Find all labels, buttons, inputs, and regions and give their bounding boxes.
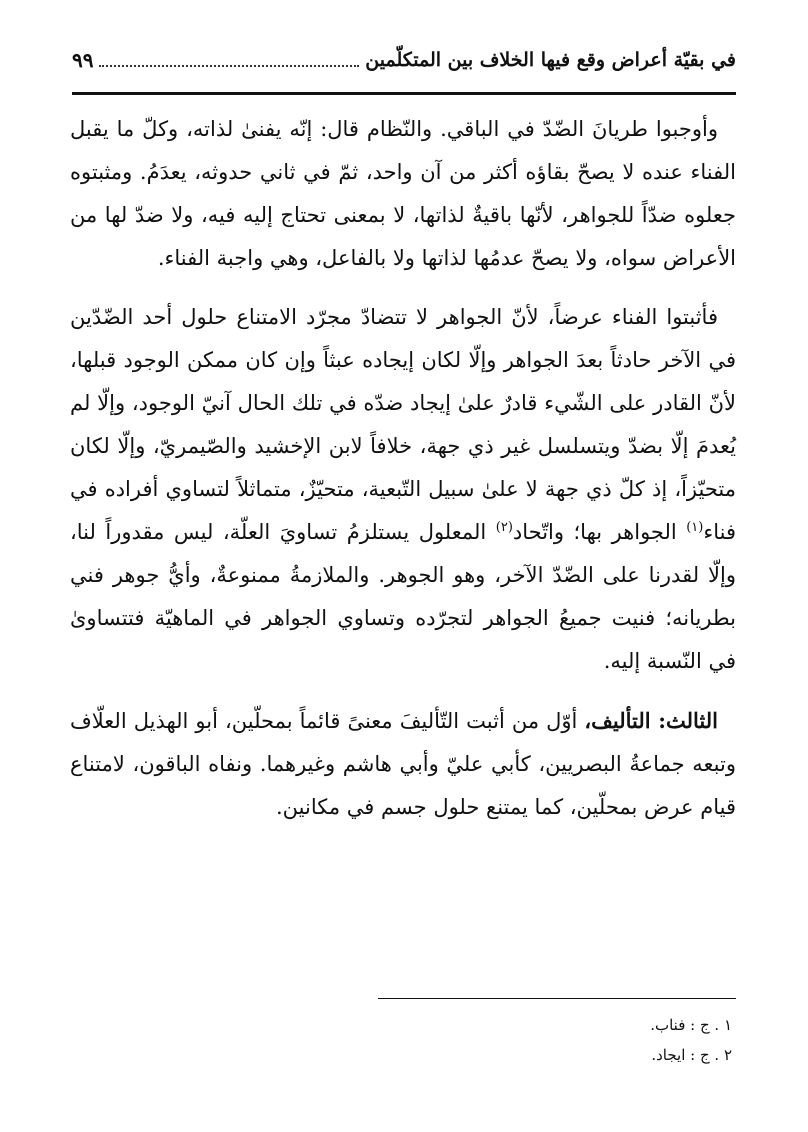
paragraph-2-part-a: فأثبتوا الفناء عرضاً، لأنّ الجواهر لا تتضادّ مجرّد الامتناع حلول أحد الضّدّين في الآخر حادثاً بعدَ الجواهر وإلّا لكان إيجاده عبثاً وإن كان ممكن الوجود قبلها، لأنّ القادر على الشّيء قادرٌ علىٰ إيجاد ضدّه في تلك الحال آنيّ الوجود، وإلّا لم يُعدمَ إلّا بضدّ ويتسلسل غير ذي جهة، خلافاً لابن الإخشيد والصّيمريّ، وإلّا لكان متحيّزاً، إذ كلّ ذي جهة لا علىٰ سبيل التّبعية، متحيّزٌ، متماثلاً لتساوي أفراده في فناء — [70, 305, 736, 544]
header-title: في بقيّة أعراض وقع فيها الخلاف بين المتكلّمين — [365, 49, 736, 71]
header-leader-dots — [99, 65, 359, 67]
running-header — [72, 40, 736, 80]
footnote-rule — [378, 998, 736, 999]
paragraph-2-part-b: الجواهر بها؛ واتّحاد — [512, 520, 687, 544]
header-rule — [72, 92, 736, 95]
paragraph-3 — [70, 699, 736, 829]
footnote-ref-2: (٢) — [495, 520, 513, 535]
footnote-2: ٢ . ج : ايجاد. — [651, 1046, 732, 1064]
main-text — [70, 108, 736, 829]
footnotes — [72, 1010, 732, 1070]
footnote-ref-1: (١) — [686, 520, 704, 535]
paragraph-2-part-c: المعلول يستلزمُ تساويَ العلّة، ليس مقدوراً لنا، وإلّا لقدرنا على الضّدّ الآخر، وهو الجوهر. والملازمةُ ممنوعةٌ، وأيُّ جوهر فني بطريانه؛ فنيت جميعُ الجواهر لتجرّده وتساوي الجواهر في الماهيّة فتتساوىٰ في النّسبة إليه. — [70, 520, 736, 673]
paragraph-1: وأوجبوا طريانَ الضّدّ في الباقي. والنّظام قال: إنّه يفنىٰ لذاته، وكلّ ما يقبل الفناء عنده لا يصحّ بقاؤه أكثر من آن واحد، ثمّ في ثاني حدوثه، يعدَمُ. ومثبتوه جعلوه ضدّاً للجواهر، لأنّها باقيةٌ لذاتها، لا بمعنى تحتاج إليه فيه، ولا ضدّ لها من الأعراض سواه، ولا يصحّ عدمُها لذاتها ولا بالفاعل، وهي واجبة الفناء. — [70, 117, 736, 270]
paragraph-3-text: أوّل من أثبت التّأليفَ معنىً قائماً بمحلّين، أبو الهذيل العلّاف وتبعه جماعةُ البصريين، كأبي عليّ وأبي هاشم وغيرهما. ونفاه الباقون، لامتناع قيام عرض بمحلّين، كما يمتنع حلول جسم في مكانين. — [70, 709, 736, 819]
section-lead: الثالث: التأليف، — [584, 708, 719, 733]
page-number: ٩٩ — [72, 48, 94, 72]
paragraph-2 — [70, 296, 736, 683]
footnote-1: ١ . ج : فناب. — [650, 1016, 732, 1034]
